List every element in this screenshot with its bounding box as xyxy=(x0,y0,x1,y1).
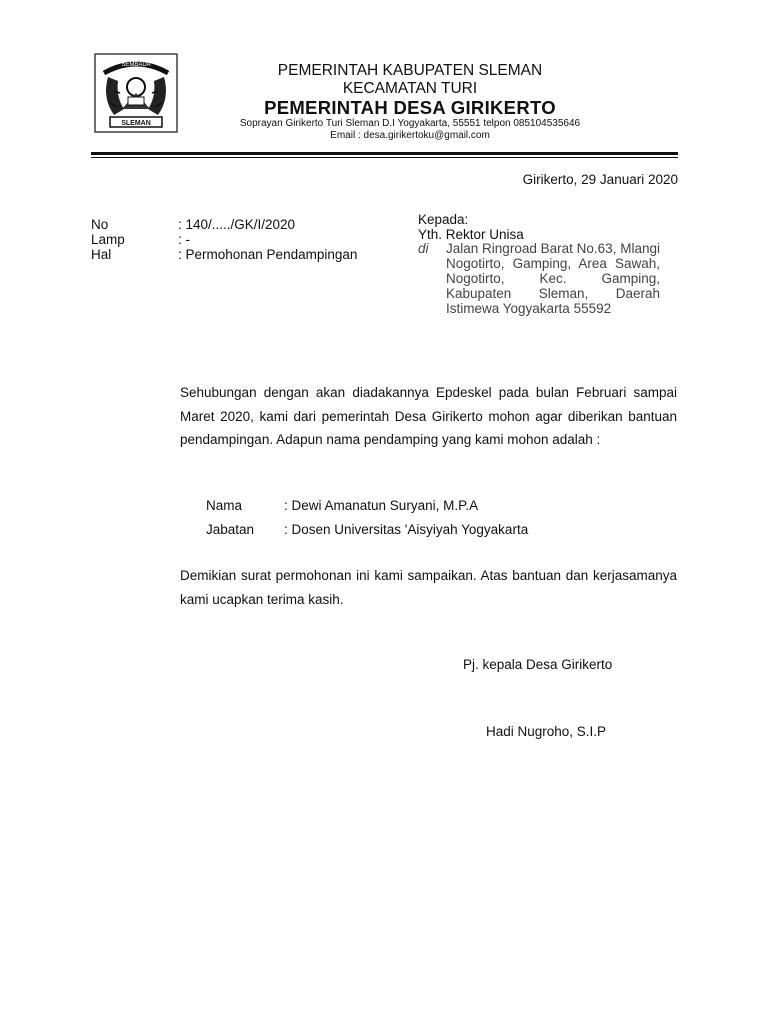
signature-title: Pj. kepala Desa Girikerto xyxy=(463,657,613,672)
no-value: : 140/...../GK/I/2020 xyxy=(178,217,296,232)
jabatan-value: : Dosen Universitas 'Aisyiyah Yogyakarta xyxy=(284,522,529,537)
signature-name: Hadi Nugroho, S.I.P xyxy=(486,724,607,739)
body-paragraph-1: Sehubungan dengan akan diadakannya Epdeskel pada bulan Februari sampai Maret 2020, kami dari pemerintah Desa Girikerto mohon agar diberikan bantuan pendampingan. Adapun nama pendamping yang kami mohon adalah : xyxy=(180,385,677,447)
letterhead-village: PEMERINTAH DESA GIRIKERTO xyxy=(264,97,556,118)
letterhead-address: Soprayan Girikerto Turi Sleman D.I Yogyakarta, 55551 telpon 085104535646 xyxy=(239,118,581,129)
logo-text: SLEMAN xyxy=(121,120,151,127)
recipient-kepada: Kepada: xyxy=(418,212,469,227)
hal-value: : Permohonan Pendampingan xyxy=(178,247,358,262)
logo-motto: SEMBADA xyxy=(121,62,151,68)
letterhead-regency: PEMERINTAH KABUPATEN SLEMAN xyxy=(277,62,543,79)
sleman-crest-logo xyxy=(94,53,178,133)
letter-date: Girikerto, 29 Januari 2020 xyxy=(522,172,678,187)
nama-value: : Dewi Amanatun Suryani, M.P.A xyxy=(284,498,479,513)
jabatan-label: Jabatan xyxy=(206,522,255,537)
lamp-label: Lamp xyxy=(91,232,125,247)
header-rule-thick xyxy=(91,152,678,155)
lamp-value: : - xyxy=(178,232,190,247)
letterhead-email: Email : desa.girikertoku@gmail.com xyxy=(330,130,490,141)
recipient-di: di xyxy=(418,241,429,256)
nama-label: Nama xyxy=(206,498,243,513)
hal-label: Hal xyxy=(91,247,112,262)
letterhead-district: KECAMATAN TURI xyxy=(342,80,478,97)
recipient-address: Jalan Ringroad Barat No.63, Mlangi Nogotirto, Gamping, Area Sawah, Nogotirto, Kec. Gamping, Kabupaten Sleman, Daerah Istimewa Yogyakarta 55592 xyxy=(446,241,660,316)
body-paragraph-2: Demikian surat permohonan ini kami sampaikan. Atas bantuan dan kerjasamanya kami ucapkan terima kasih. xyxy=(180,568,677,607)
recipient-yth: Yth. Rektor Unisa xyxy=(418,227,524,242)
no-label: No xyxy=(91,217,109,232)
header-rule-thin xyxy=(91,157,678,158)
